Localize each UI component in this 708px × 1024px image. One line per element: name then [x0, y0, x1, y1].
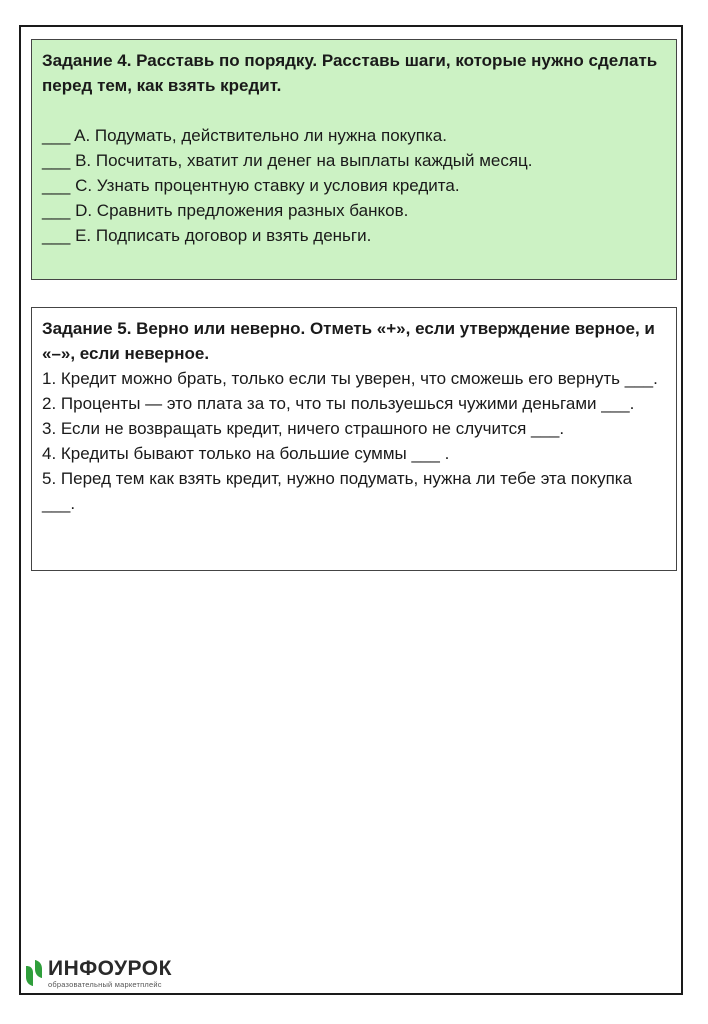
logo-name: ИНФОУРОК: [48, 957, 172, 980]
task-5-title: Задание 5. Верно или неверно. Отметь «+», если утверждение верное, и «–», если неверное.: [42, 319, 655, 363]
task-4-item-b: ___ B. Посчитать, хватит ли денег на выплаты каждый месяц.: [42, 151, 533, 170]
task-5-item-3: 3. Если не возвращать кредит, ничего страшного не случится ___.: [42, 419, 565, 438]
task-4-item-d: ___ D. Сравнить предложения разных банков.: [42, 201, 409, 220]
task-4-item-e: ___ E. Подписать договор и взять деньги.: [42, 226, 372, 245]
task-5-item-4: 4. Кредиты бывают только на большие суммы ___ .: [42, 444, 450, 463]
task-5-box: [31, 307, 677, 571]
task-4-item-a: ___ A. Подумать, действительно ли нужна покупка.: [42, 126, 447, 145]
task-4-title: Задание 4. Расставь по порядку. Расставь шаги, которые нужно сделать перед тем, как взять кредит.: [42, 51, 658, 95]
task-5-item-1: 1. Кредит можно брать, только если ты уверен, что сможешь его вернуть ___.: [42, 369, 658, 388]
task-4-box: [31, 39, 677, 280]
task-4-item-c: ___ C. Узнать процентную ставку и условия кредита.: [42, 176, 460, 195]
logo-subtitle: образовательный маркетплейс: [48, 980, 162, 989]
infourok-logo[interactable]: [24, 958, 172, 989]
task-5-item-2: 2. Проценты — это плата за то, что ты пользуешься чужими деньгами ___.: [42, 394, 635, 413]
task-5-item-5: 5. Перед тем как взять кредит, нужно подумать, нужна ли тебе эта покупка ___.: [42, 469, 633, 513]
infourok-leaf-icon: [24, 958, 44, 988]
